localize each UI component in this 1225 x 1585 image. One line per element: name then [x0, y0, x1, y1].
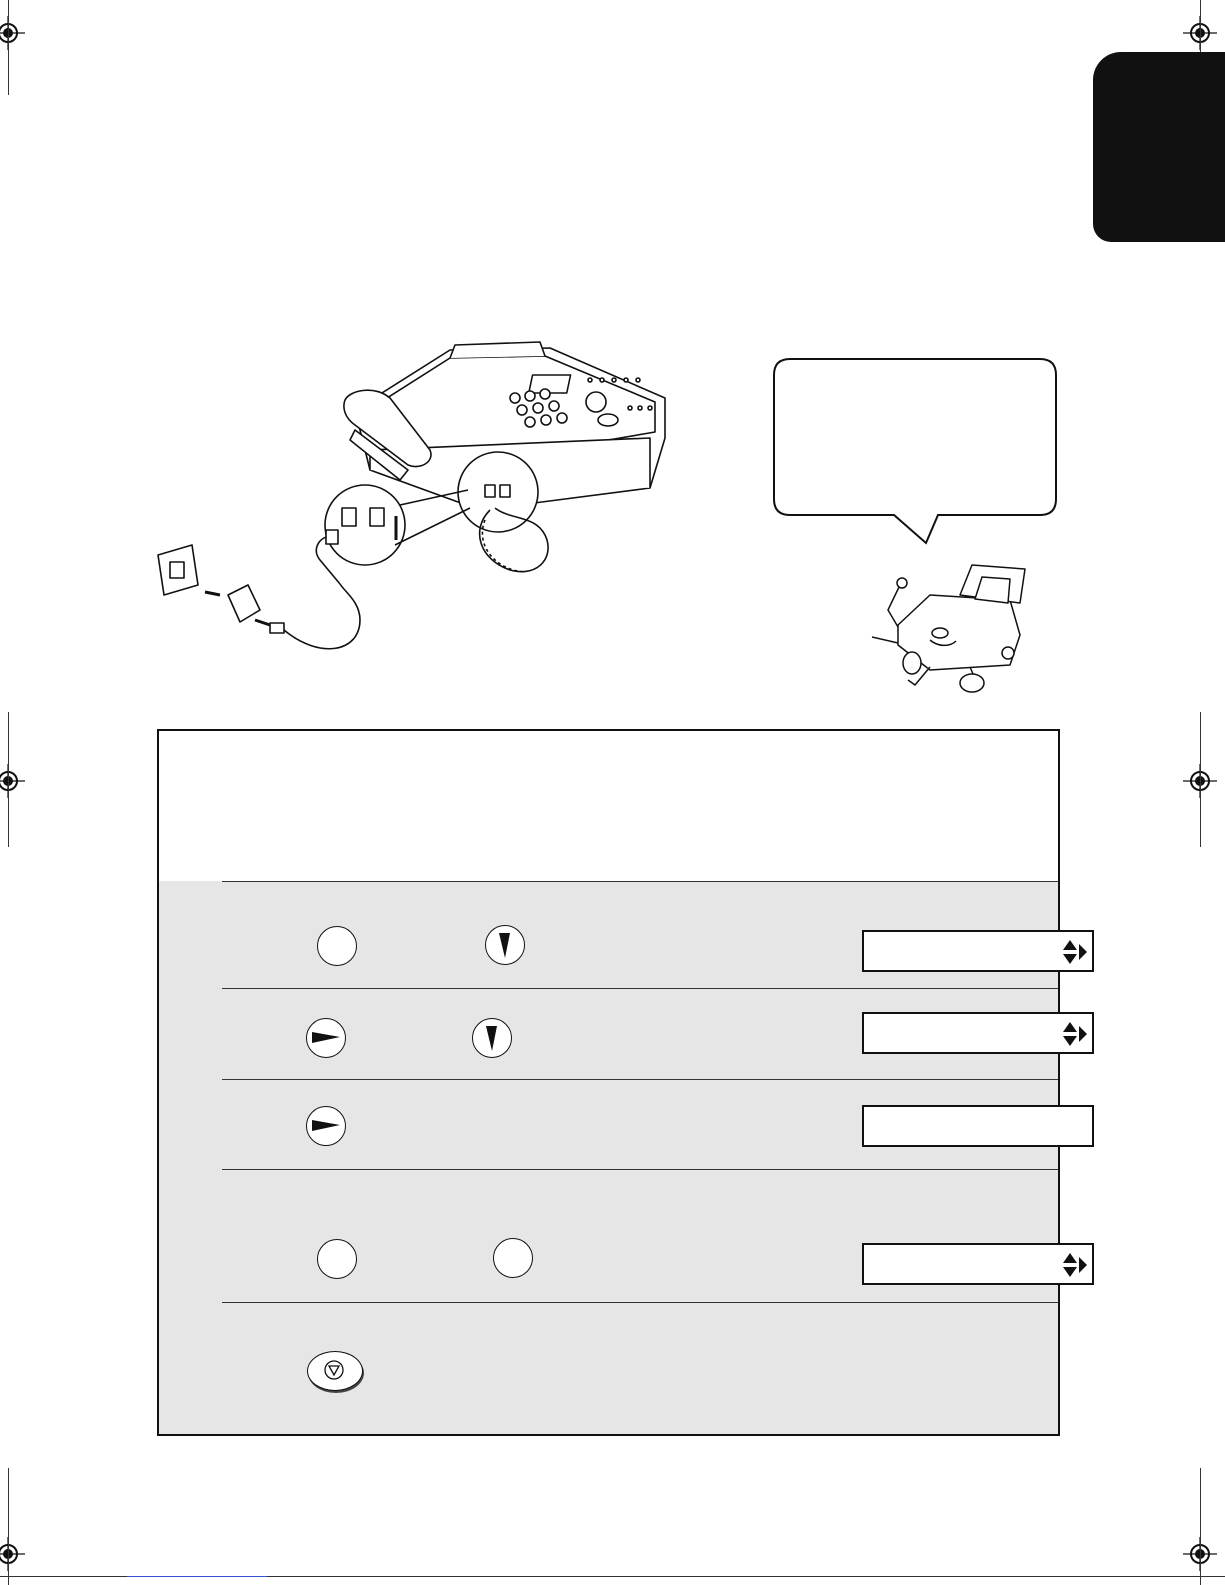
procedure-panel	[157, 729, 1060, 1436]
down-arrow-button[interactable]	[485, 925, 525, 965]
crop-line	[8, 0, 9, 95]
bottom-link-rule	[127, 1576, 267, 1577]
step-row-3	[222, 1079, 1058, 1170]
round-button[interactable]	[317, 926, 357, 966]
lcd-display	[862, 930, 1094, 972]
up-down-arrow-icon	[1059, 1020, 1089, 1048]
up-down-arrow-icon	[1059, 1251, 1089, 1279]
crop-line	[1200, 1468, 1201, 1585]
crop-line	[1200, 712, 1201, 847]
lcd-display	[862, 1105, 1094, 1147]
lcd-display	[862, 1243, 1094, 1285]
right-arrow-button[interactable]	[306, 1106, 346, 1146]
speech-bubble	[768, 357, 1070, 557]
step-row-1	[222, 881, 1058, 989]
round-button[interactable]	[493, 1238, 533, 1278]
round-button[interactable]	[317, 1239, 357, 1279]
registration-mark-icon	[0, 1537, 25, 1571]
stop-button[interactable]	[307, 1351, 363, 1391]
procedure-steps-area	[159, 881, 1058, 1434]
step-row-5	[222, 1302, 1058, 1435]
registration-mark-icon	[0, 16, 25, 50]
lcd-display	[862, 1012, 1094, 1054]
step-row-4	[222, 1169, 1058, 1303]
crop-line	[8, 712, 9, 847]
up-down-arrow-icon	[1059, 938, 1089, 966]
down-arrow-button[interactable]	[472, 1018, 512, 1058]
fax-mascot-illustration	[860, 555, 1040, 705]
stop-icon	[308, 1352, 361, 1389]
registration-mark-icon	[0, 764, 25, 798]
step-row-2	[222, 988, 1058, 1080]
right-arrow-button[interactable]	[306, 1018, 346, 1058]
fax-machine-illustration	[150, 340, 680, 670]
chapter-tab	[1093, 52, 1225, 242]
crop-line	[8, 1468, 9, 1585]
